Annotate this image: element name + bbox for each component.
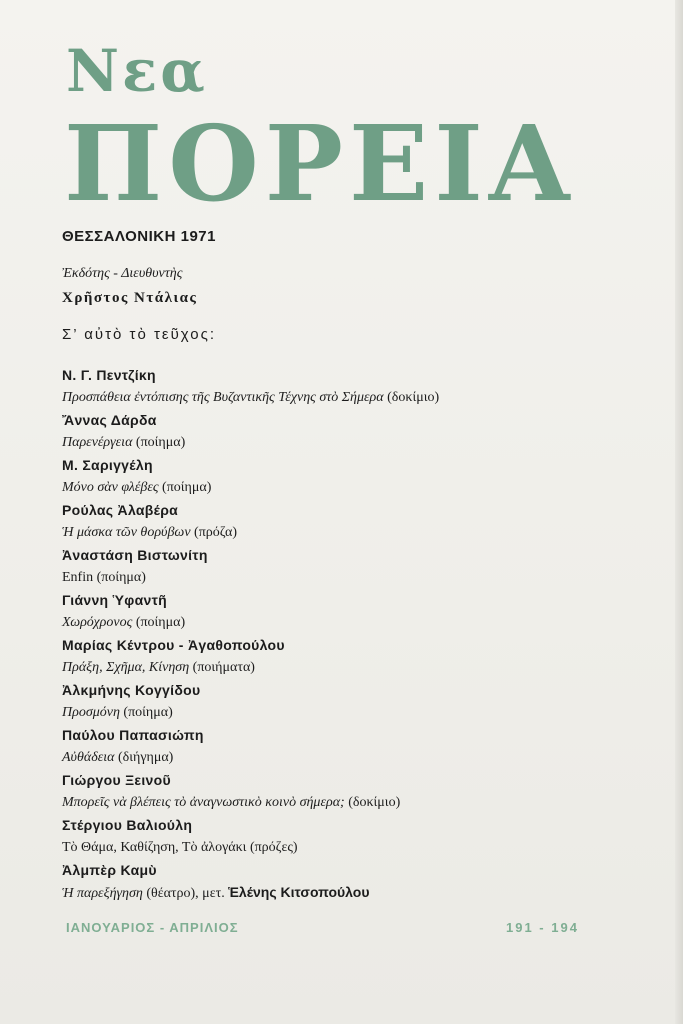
page-edge — [675, 0, 683, 1024]
contents-entry — [62, 724, 642, 769]
contents-entry — [62, 364, 642, 409]
entry-genre: (ποίημα) — [135, 615, 186, 630]
masthead-poreia: ΠΟΡΕΙΑ — [64, 102, 576, 225]
contents-entry — [62, 409, 642, 454]
issue-months: ΙΑΝΟΥΑΡΙΟΣ - ΑΠΡΙΛΙΟΣ — [66, 920, 239, 935]
entry-title: Παρενέργεια — [62, 435, 133, 450]
entry-author: Ἄννας Δάρδα — [62, 412, 157, 428]
entry-title: Χωρόχρονος — [62, 615, 133, 630]
entry-genre: (ποίημα) — [135, 435, 186, 450]
entry-work — [62, 566, 642, 589]
entry-genre: (πρόζα) — [194, 525, 238, 540]
entry-title: Enfin — [62, 570, 94, 585]
entry-genre: (ποίημα) — [123, 705, 173, 720]
entry-author: Μ. Σαριγγέλη — [62, 457, 153, 473]
entry-work — [62, 386, 642, 409]
contents-entry — [62, 679, 642, 724]
table-of-contents — [62, 364, 642, 905]
entry-genre: (θέατρο), μετ. — [146, 886, 225, 901]
contents-entry — [62, 769, 642, 814]
entry-author: Μαρίας Κέντρου - Ἀγαθοπούλου — [62, 637, 285, 653]
entry-work — [62, 791, 642, 814]
entry-work — [62, 656, 642, 679]
masthead-nea: Νεα — [66, 37, 208, 105]
contents-entry — [62, 589, 642, 634]
issue-intro: Σ’ αὐτὸ τὸ τεῦχος: — [62, 326, 216, 343]
entry-work — [62, 611, 642, 634]
entry-genre: (ποίημα) — [96, 570, 146, 585]
entry-author: Ἀναστάση Βιστωνίτη — [62, 547, 208, 563]
entry-translator: Ἑλένης Κιτσοπούλου — [228, 884, 370, 900]
entry-author: Γιώργου Ξεινοῦ — [62, 772, 171, 788]
entry-title: Προσπάθεια ἐντόπισης τῆς Βυζαντικῆς Τέχνης στὸ Σήμερα — [62, 390, 384, 405]
entry-title: Αὐθάδεια — [62, 750, 115, 765]
entry-author: Παύλου Παπασιώπη — [62, 727, 204, 743]
entry-author: Στέργιου Βαλιούλη — [62, 817, 193, 833]
entry-work — [62, 881, 642, 905]
entry-work — [62, 431, 642, 454]
entry-work — [62, 746, 642, 769]
entry-genre: (δοκίμιο) — [348, 795, 401, 810]
entry-work — [62, 701, 642, 724]
contents-entry — [62, 859, 642, 905]
contents-entry — [62, 454, 642, 499]
entry-title: Τὸ Θάμα, Καθίζηση, Τὸ ἀλογάκι — [62, 840, 247, 855]
entry-title: Μόνο σὰν φλέβες — [62, 480, 159, 495]
contents-entry — [62, 634, 642, 679]
publisher-name: Χρῆστος Ντάλιας — [62, 290, 198, 306]
entry-genre: (ποίημα) — [162, 480, 212, 495]
contents-entry — [62, 544, 642, 589]
entry-author: Ἀλκμήνης Κογγίδου — [62, 682, 201, 698]
entry-genre: (ποιήματα) — [192, 660, 255, 675]
entry-author: Ν. Γ. Πεντζίκη — [62, 367, 156, 383]
entry-work — [62, 836, 642, 859]
entry-title: Ἡ μάσκα τῶν θορύβων — [62, 525, 191, 540]
entry-author: Γιάννη Ὑφαντῆ — [62, 592, 167, 608]
city-year: ΘΕΣΣΑΛΟΝΙΚΗ 1971 — [62, 228, 216, 245]
contents-entry — [62, 499, 642, 544]
publisher-role: Ἐκδότης - Διευθυντὴς — [62, 266, 183, 281]
entry-genre: (δοκίμιο) — [387, 390, 440, 405]
entry-author: Ρούλας Ἀλαβέρα — [62, 502, 179, 518]
entry-genre: (διήγημα) — [117, 750, 174, 765]
entry-author: Ἀλμπὲρ Καμὺ — [62, 862, 157, 878]
issue-number: 191 - 194 — [506, 920, 579, 935]
entry-title: Προσμόνη — [62, 705, 120, 720]
entry-title: Ἡ παρεξήγηση — [62, 886, 143, 901]
entry-genre: (πρόζες) — [249, 840, 298, 855]
entry-work — [62, 521, 642, 544]
contents-entry — [62, 814, 642, 859]
entry-title: Πράξη, Σχῆμα, Κίνηση — [62, 660, 190, 675]
entry-work — [62, 476, 642, 499]
entry-title: Μπορεῖς νὰ βλέπεις τὸ ἀναγνωστικὸ κοινὸ σήμερα; — [62, 795, 345, 810]
